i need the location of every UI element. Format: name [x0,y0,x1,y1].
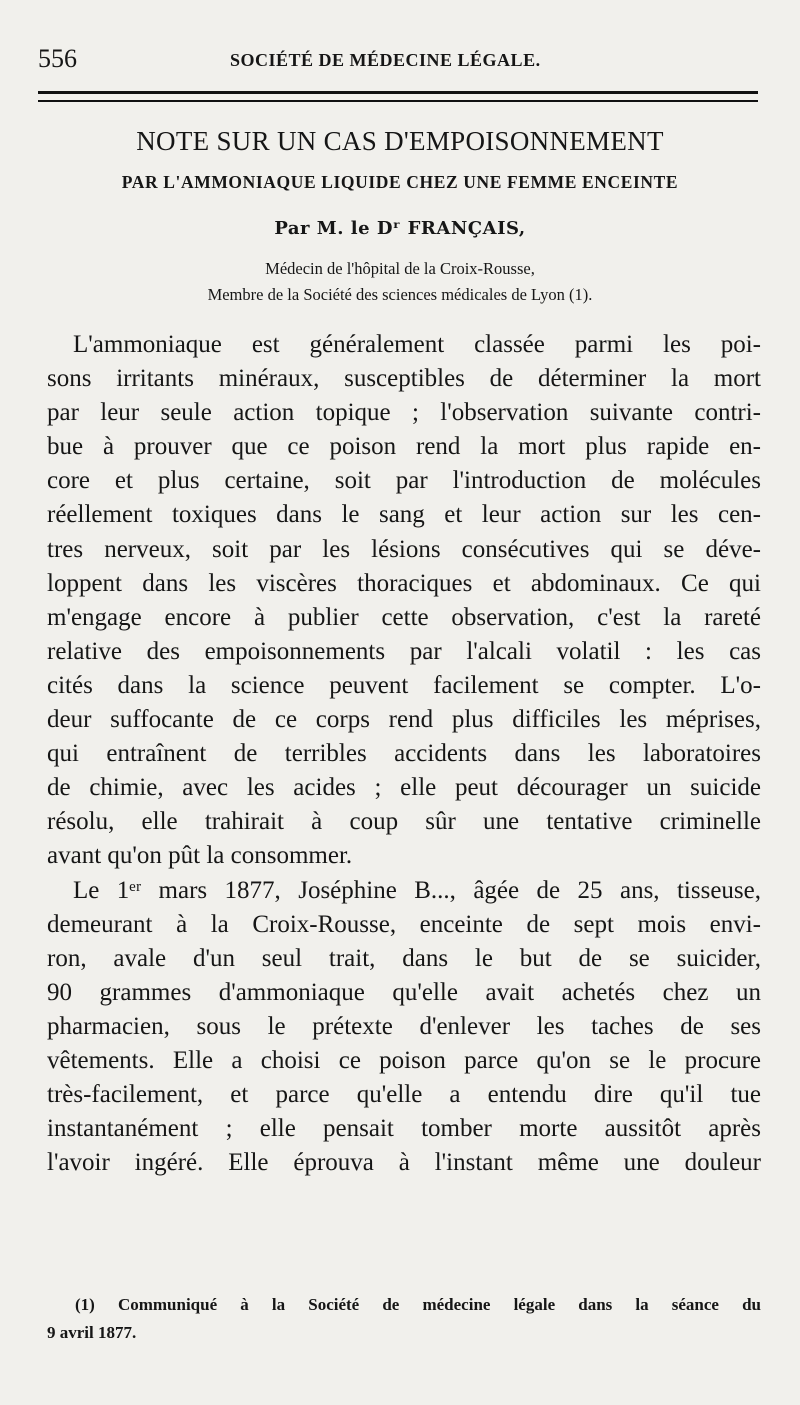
body-line: de chimie, avec les acides ; elle peut décourager un suicide [47,774,761,802]
body-line: l'avoir ingéré. Elle éprouva à l'instant même une douleur [47,1149,761,1177]
page-header [38,44,758,78]
author-affiliation-2: Membre de la Société des sciences médicales de Lyon (1). [207,285,593,304]
page-number: 556 [38,44,77,73]
body-line: m'engage encore à publier cette observation, c'est la rareté [47,603,761,631]
header-rule-thin [38,100,758,102]
author-affiliation-1: Médecin de l'hôpital de la Croix-Rousse, [265,259,535,278]
body-line: vêtements. Elle a choisi ce poison parce qu'on se le procure [47,1046,761,1074]
body-line: réellement toxiques dans le sang et leur action sur les cen- [47,501,761,529]
body-line: deur suffocante de ce corps rend plus difficiles les méprises, [47,706,761,734]
footnote [47,1291,761,1347]
body-line: tres nerveux, soit par les lésions consécutives qui se déve- [47,535,761,563]
header-rule-thick [38,91,758,94]
footnote-line: 9 avril 1877. [47,1323,137,1342]
body-line: relative des empoisonnements par l'alcali volatil : les cas [47,637,761,665]
body-line: instantanément ; elle pensait tomber morte aussitôt après [47,1115,761,1143]
body-line: résolu, elle trahirait à coup sûr une tentative criminelle [47,808,761,836]
article-title: NOTE SUR UN CAS D'EMPOISONNEMENT [136,126,664,156]
body-line: loppent dans les viscères thoraciques et abdominaux. Ce qui [47,569,761,597]
body-line: sons irritants minéraux, susceptibles de déterminer la mort [47,365,761,393]
body-line: très-facilement, et parce qu'elle a entendu dire qu'il tue [47,1081,761,1109]
body-line: ron, avale d'un seul trait, dans le but de se suicider, [47,944,761,972]
running-head: SOCIÉTÉ DE MÉDECINE LÉGALE. [230,50,541,70]
body-line: pharmacien, sous le prétexte d'enlever les taches de ses [47,1012,761,1040]
footnote-line: (1) Communiqué à la Société de médecine légale dans la séance du [75,1295,761,1314]
body-line: qui entraînent de terribles accidents dans les laboratoires [47,740,761,768]
body-line: cités dans la science peuvent facilement se compter. L'o- [47,671,761,699]
body-line: L'ammoniaque est généralement classée parmi les poi- [73,331,761,358]
article-body [47,328,761,1180]
body-line: avant qu'on pût la consommer. [47,842,353,870]
body-line: 90 grammes d'ammoniaque qu'elle avait achetés chez un [47,978,761,1006]
body-line: par leur seule action topique ; l'observation suivante contri- [47,399,761,427]
body-line: core et plus certaine, soit par l'introduction de molécules [47,467,761,495]
body-line: demeurant à la Croix-Rousse, enceinte de sept mois envi- [47,910,761,938]
article-author: Par M. le Dʳ FRANÇAIS, [274,218,526,239]
body-line: Le 1ᵉʳ mars 1877, Joséphine B..., âgée de 25 ans, tisseuse, [73,876,761,904]
body-line: bue à prouver que ce poison rend la mort plus rapide en- [47,433,761,461]
article-subtitle: PAR L'AMMONIAQUE LIQUIDE CHEZ UNE FEMME ENCEINTE [121,172,679,192]
